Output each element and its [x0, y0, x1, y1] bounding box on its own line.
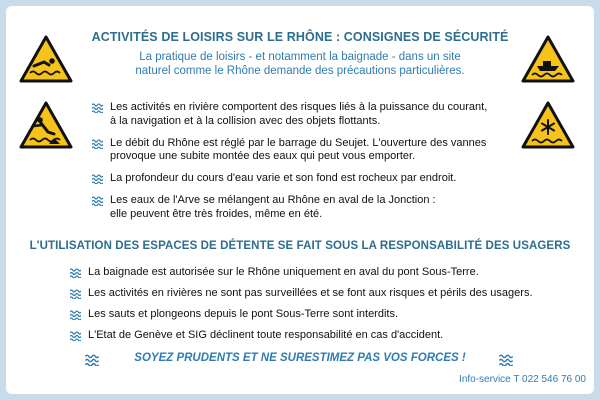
responsibility-list	[70, 266, 570, 350]
wave-icon	[92, 174, 103, 184]
item-line: Les activités en rivière comportent des risques liés à la puissance du courant,	[110, 101, 488, 113]
item-text: Les sauts et plongeons depuis le pont Sous-Terre sont interdits.	[88, 308, 399, 320]
contact-info: Info-service T 022 546 76 00	[459, 374, 586, 385]
intro-line: naturel comme le Rhône demande des précautions particulières.	[135, 65, 465, 77]
wave-icon	[496, 354, 516, 366]
intro-text	[90, 50, 510, 78]
footer-warning: SOYEZ PRUDENTS ET NE SURESTIMEZ PAS VOS FORCES !	[134, 352, 466, 364]
item-text: La baignade est autorisée sur le Rhône uniquement en aval du pont Sous-Terre.	[88, 266, 479, 278]
list-item	[70, 308, 570, 322]
item-line: La profondeur du cours d'eau varie et son fond est rocheux par endroit.	[110, 172, 457, 184]
diver-warning-icon	[18, 100, 74, 150]
list-item	[70, 266, 570, 280]
item-line: provoque une subite montée des eaux qui peut vous emporter.	[110, 150, 416, 162]
boat-warning-icon	[520, 34, 576, 84]
list-item	[92, 137, 510, 164]
list-item	[92, 194, 510, 221]
item-text: L'Etat de Genève et SIG déclinent toute responsabilité en cas d'accident.	[88, 329, 444, 341]
wave-icon	[82, 354, 102, 366]
intro-line: La pratique de loisirs - et notamment la baignade - dans un site	[139, 51, 461, 63]
wave-icon	[70, 289, 81, 299]
safety-list	[92, 101, 510, 230]
item-line: Les eaux de l'Arve se mélangent au Rhône en aval de la Jonction :	[110, 194, 436, 206]
wave-icon	[70, 310, 81, 320]
wave-icon	[92, 139, 103, 149]
list-item	[70, 329, 570, 343]
wave-icon	[70, 268, 81, 278]
section-title: L'UTILISATION DES ESPACES DE DÉTENTE SE FAIT SOUS LA RESPONSABILITÉ DES USAGERS	[29, 240, 571, 252]
item-text: Les activités en rivières ne sont pas surveillées et se font aux risques et périls des usagers.	[88, 287, 533, 299]
page-title: ACTIVITÉS DE LOISIRS SUR LE RHÔNE : CONSIGNES DE SÉCURITÉ	[91, 30, 509, 44]
list-item	[92, 172, 510, 186]
item-line: elle peuvent être très froides, même en été.	[110, 207, 323, 220]
swimmer-warning-icon	[18, 34, 74, 84]
cold-water-warning-icon	[520, 100, 576, 150]
list-item	[70, 287, 570, 301]
wave-icon	[92, 103, 103, 113]
wave-icon	[92, 196, 103, 206]
item-line: Le débit du Rhône est réglé par le barrage du Seujet. L'ouverture des vannes	[110, 136, 487, 149]
wave-icon	[70, 331, 81, 341]
item-line: à la navigation et à la collision avec des objets flottants.	[110, 114, 381, 127]
list-item	[92, 101, 510, 128]
